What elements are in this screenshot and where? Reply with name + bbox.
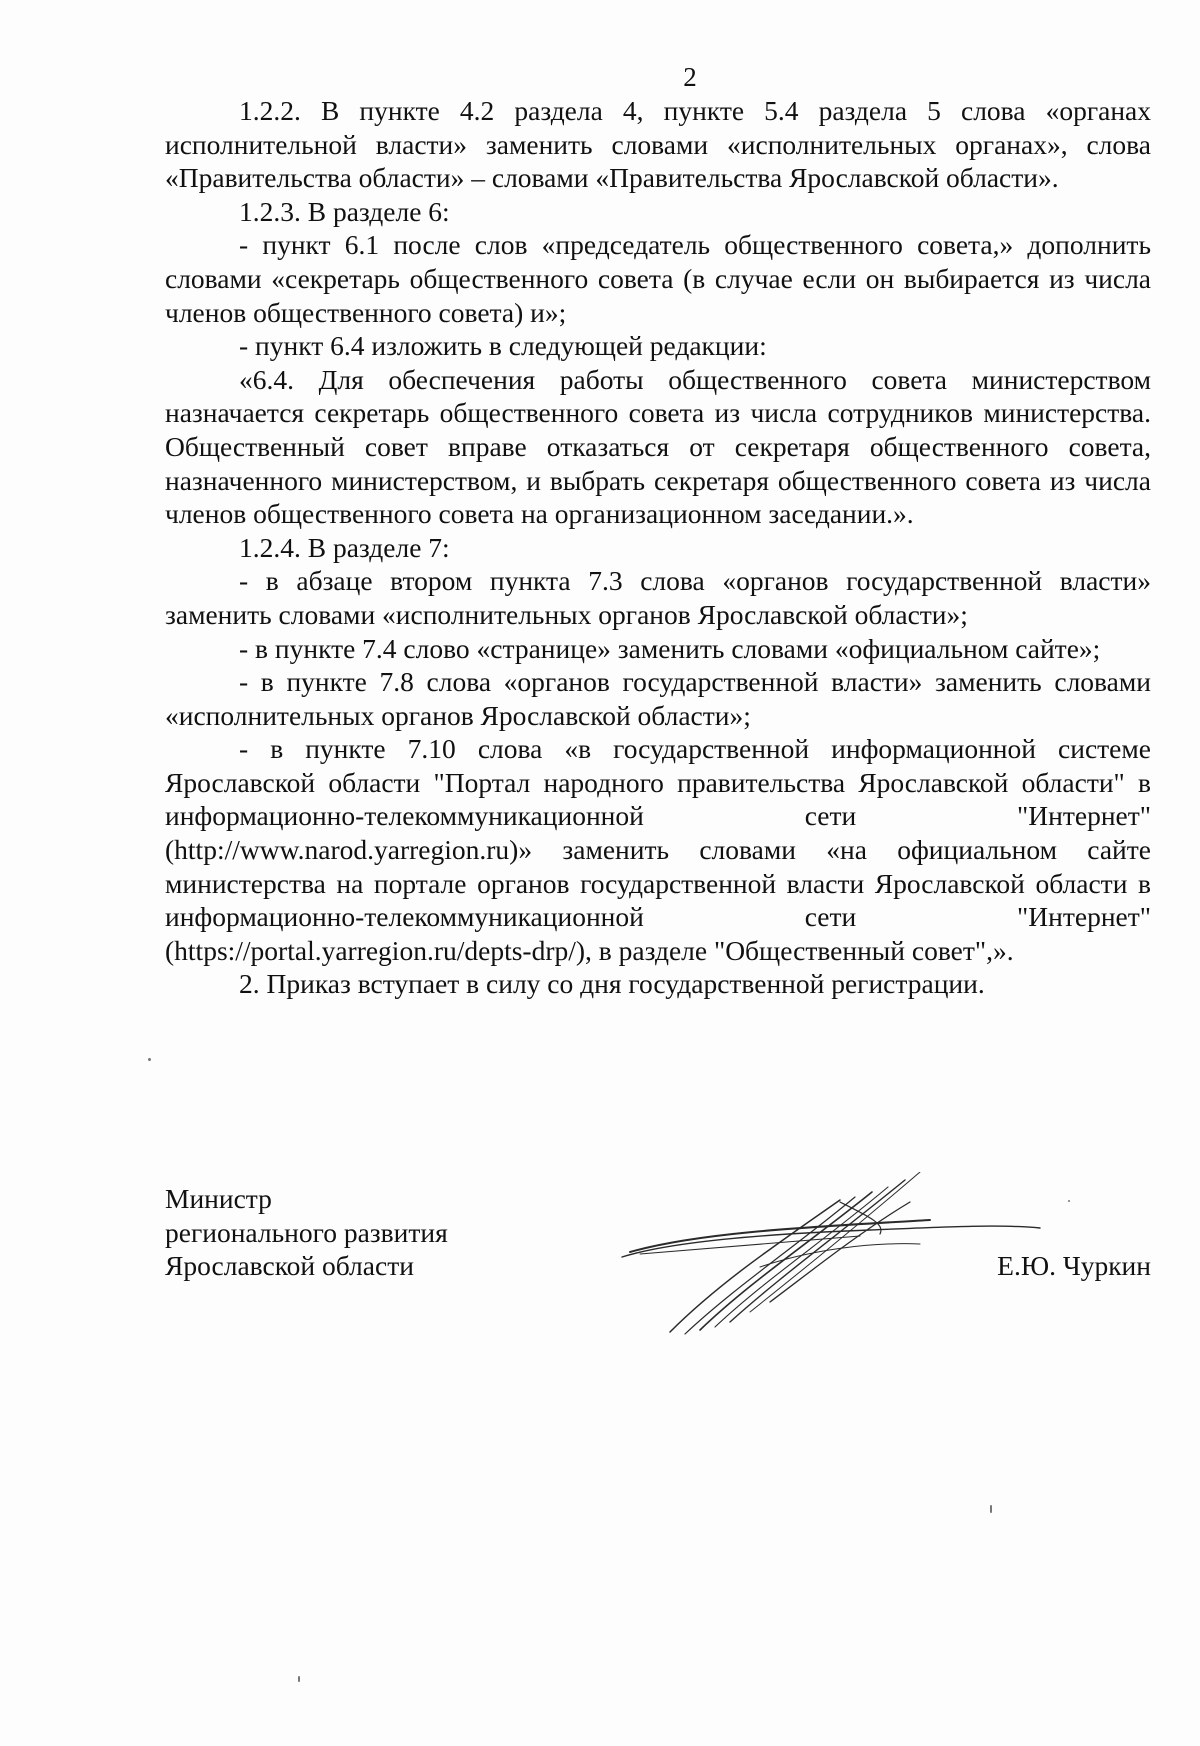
paragraph-item-6-1: - пункт 6.1 после слов «председатель общественного совета,» дополнить словами «секретарь общественного совета (в случае если он выбирается из числа членов общественного совета) и»;: [165, 229, 1151, 328]
page-number: 2: [683, 62, 697, 92]
scan-speck: [298, 1676, 300, 1682]
paragraph-1-2-3-heading: 1.2.3. В разделе 6:: [239, 195, 450, 227]
signatory-position: [165, 1182, 448, 1283]
scan-speck: [148, 1058, 151, 1061]
document-body: [165, 94, 1151, 1001]
handwritten-signature: [610, 1172, 1060, 1337]
signatory-name: Е.Ю. Чуркин: [997, 1250, 1151, 1281]
paragraph-6-4-text: «6.4. Для обеспечения работы общественного совета министерством назначается секретарь общественного совета из числа сотрудников министерства. Общественный совет вправе отказаться от секретаря общественного совета, назначенного министерством, и выбрать секретаря общественного совета из числа членов общественного совета на организационном заседании.».: [165, 363, 1151, 530]
paragraph-2-effective: 2. Приказ вступает в силу со дня государственной регистрации.: [239, 968, 985, 1000]
paragraph-item-6-4: - пункт 6.4 изложить в следующей редакции:: [239, 330, 767, 362]
paragraph-item-7-10: - в пункте 7.10 слова «в государственной информационной системе Ярославской области "Портал народного правительства Ярославской области" в информационно-телекоммуникационной сети "Интернет" (http://www.narod.yarregion.ru)» заменить словами «на официальном сайте министерства на портале органов государственной власти Ярославской области в информационно-телекоммуникационной сети "Интернет" (https://portal.yarregion.ru/depts-drp/), в разделе "Общественный совет",».: [165, 733, 1151, 966]
signatory-position-line: Ярославской области: [165, 1250, 414, 1282]
paragraph-item-7-4: - в пункте 7.4 слово «странице» заменить словами «официальном сайте»;: [239, 632, 1101, 664]
scan-speck: [1068, 1200, 1070, 1202]
paragraph-item-7-3: - в абзаце втором пункта 7.3 слова «органов государственной власти» заменить словами «исполнительных органов Ярославской области»;: [165, 565, 1151, 630]
signature-block: [165, 1182, 1151, 1332]
paragraph-1-2-4-heading: 1.2.4. В разделе 7:: [239, 531, 450, 563]
scan-speck: [990, 1505, 992, 1513]
signatory-position-line: регионального развития: [165, 1216, 448, 1248]
signatory-position-line: Министр: [165, 1183, 272, 1214]
paragraph-1-2-2: 1.2.2. В пункте 4.2 раздела 4, пункте 5.4 раздела 5 слова «органах исполнительной власти» заменить словами «исполнительных органах», слова «Правительства области» – словами «Правительства Ярославской области».: [165, 95, 1151, 194]
paragraph-item-7-8: - в пункте 7.8 слова «органов государственной власти» заменить словами «исполнительных органов Ярославской области»;: [165, 666, 1151, 731]
